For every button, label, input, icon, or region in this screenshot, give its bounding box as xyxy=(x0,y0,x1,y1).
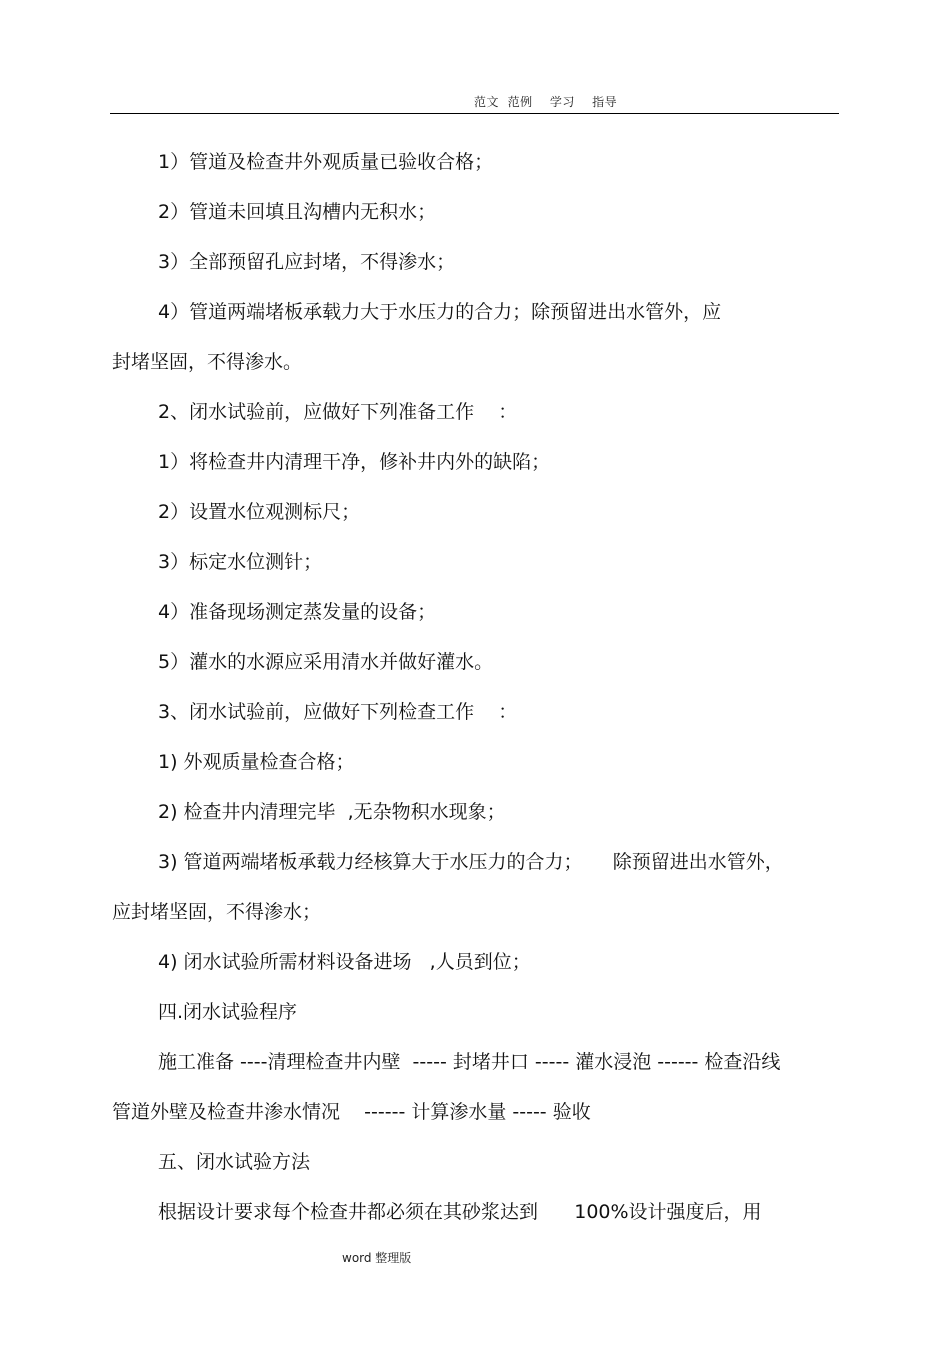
paragraph-line: 封堵坚固，不得渗水。 xyxy=(112,351,303,373)
paragraph-line: 1) 外观质量检查合格； xyxy=(158,751,355,773)
paragraph-line: 4）管道两端堵板承载力大于水压力的合力；除预留进出水管外，应 xyxy=(158,301,722,323)
paragraph-line: 3) 管道两端堵板承载力经核算大于水压力的合力； 除预留进出水管外， xyxy=(158,851,784,873)
page-footer: word 整理版 xyxy=(342,1251,412,1265)
paragraph-line: 应封堵坚固，不得渗水； xyxy=(112,901,322,923)
paragraph-line: 5）灌水的水源应采用清水并做好灌水。 xyxy=(158,651,494,673)
paragraph-line: 管道外壁及检查井渗水情况 ------ 计算渗水量 ----- 验收 xyxy=(112,1101,591,1123)
section-heading: 四.闭水试验程序 xyxy=(158,1001,298,1023)
paragraph-line: 4) 闭水试验所需材料设备进场 ,人员到位； xyxy=(158,951,531,973)
paragraph-line: 2) 检查井内清理完毕 ,无杂物积水现象； xyxy=(158,801,506,823)
section-heading: 五、闭水试验方法 xyxy=(158,1151,311,1173)
paragraph-line: 施工准备 ----清理检查井内壁 ----- 封堵井口 ----- 灌水浸泡 ------ 检查沿线 xyxy=(158,1051,781,1073)
header-text: 范文 范例 学习 指导 xyxy=(474,95,618,109)
paragraph-line: 1）将检查井内清理干净，修补井内外的缺陷； xyxy=(158,451,551,473)
paragraph-line: 3）全部预留孔应封堵，不得渗水； xyxy=(158,251,456,273)
paragraph-line: 根据设计要求每个检查井都必须在其砂浆达到 100%设计强度后，用 xyxy=(158,1201,762,1223)
paragraph-line: 1）管道及检查井外观质量已验收合格； xyxy=(158,151,494,173)
paragraph-line: 4）准备现场测定蒸发量的设备； xyxy=(158,601,437,623)
section-heading: 3、闭水试验前，应做好下列检查工作 ： xyxy=(158,701,518,723)
section-heading: 2、闭水试验前，应做好下列准备工作 ： xyxy=(158,401,518,423)
paragraph-line: 2）设置水位观测标尺； xyxy=(158,501,361,523)
paragraph-line: 2）管道未回填且沟槽内无积水； xyxy=(158,201,437,223)
paragraph-line: 3）标定水位测针； xyxy=(158,551,323,573)
